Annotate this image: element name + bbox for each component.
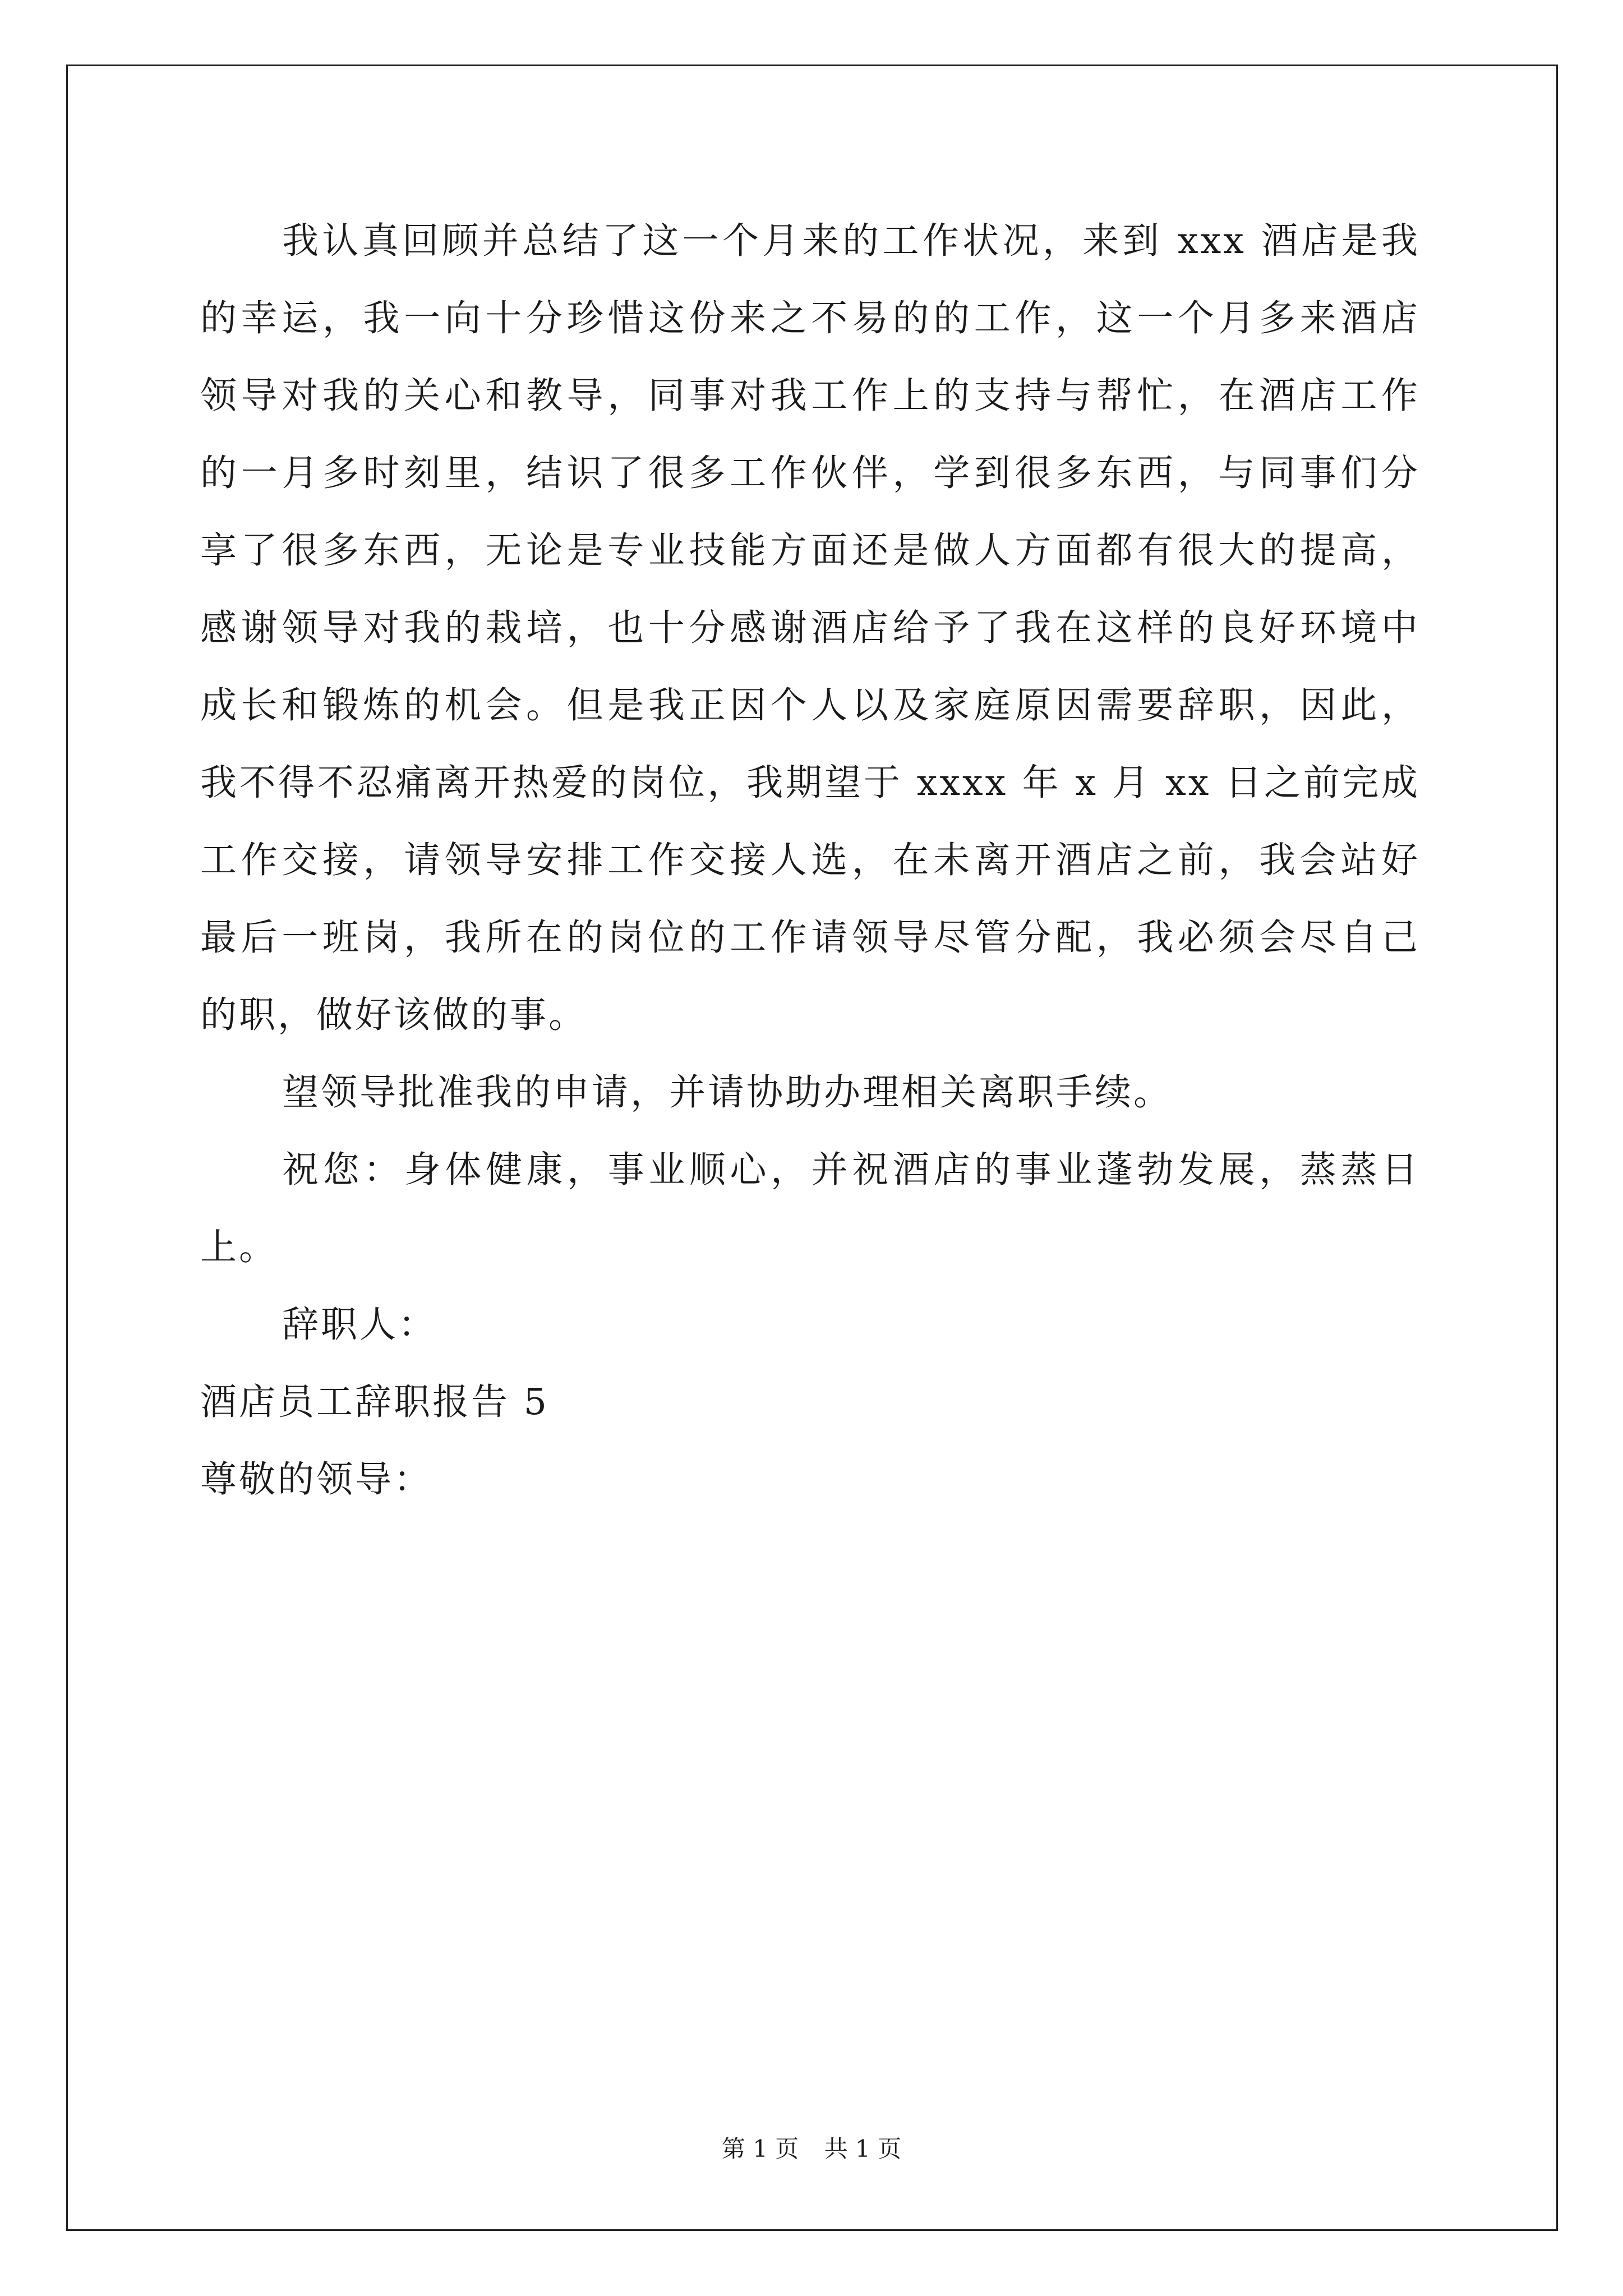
body-line: 领导对我的关心和教导，同事对我工作上的支持与帮忙，在酒店工作 [200,375,1420,417]
page-footer [0,2131,1623,2164]
section-title: 酒店员工辞职报告 5 [200,1381,550,1423]
body-line: 的幸运，我一向十分珍惜这份来之不易的的工作，这一个月多来酒店 [200,297,1420,339]
body-line: 最后一班岗，我所在的岗位的工作请领导尽管分配，我必须会尽自己 [200,917,1420,959]
body-line: 的一月多时刻里，结识了很多工作伙伴，学到很多东西，与同事们分 [200,452,1420,494]
wishes-line: 祝您：身体健康，事业顺心，并祝酒店的事业蓬勃发展，蒸蒸日 [282,1149,1420,1191]
page-total: 共 1 页 [824,2135,902,2162]
body-line: 享了很多东西，无论是专业技能方面还是做人方面都有很大的提高， [200,530,1420,572]
body-line: 的职，做好该做的事。 [200,994,588,1036]
body-line: 我不得不忍痛离开热爱的岗位，我期望于 xxxx 年 x 月 xx 日之前完成 [200,762,1420,804]
body-line: 我认真回顾并总结了这一个月来的工作状况，来到 xxx 酒店是我 [282,220,1420,262]
wishes-line: 上。 [200,1226,278,1268]
body-line: 工作交接，请领导安排工作交接人选，在未离开酒店之前，我会站好 [200,839,1420,881]
body-line: 成长和锻炼的机会。但是我正因个人以及家庭原因需要辞职，因此， [200,684,1420,726]
page-number: 第 1 页 [721,2135,799,2162]
salutation: 尊敬的领导： [200,1458,433,1501]
signature-label: 辞职人： [282,1304,437,1346]
body-line: 感谢领导对我的栽培，也十分感谢酒店给予了我在这样的良好环境中 [200,607,1420,649]
request-paragraph: 望领导批准我的申请，并请协助办理相关离职手续。 [282,1071,1173,1114]
